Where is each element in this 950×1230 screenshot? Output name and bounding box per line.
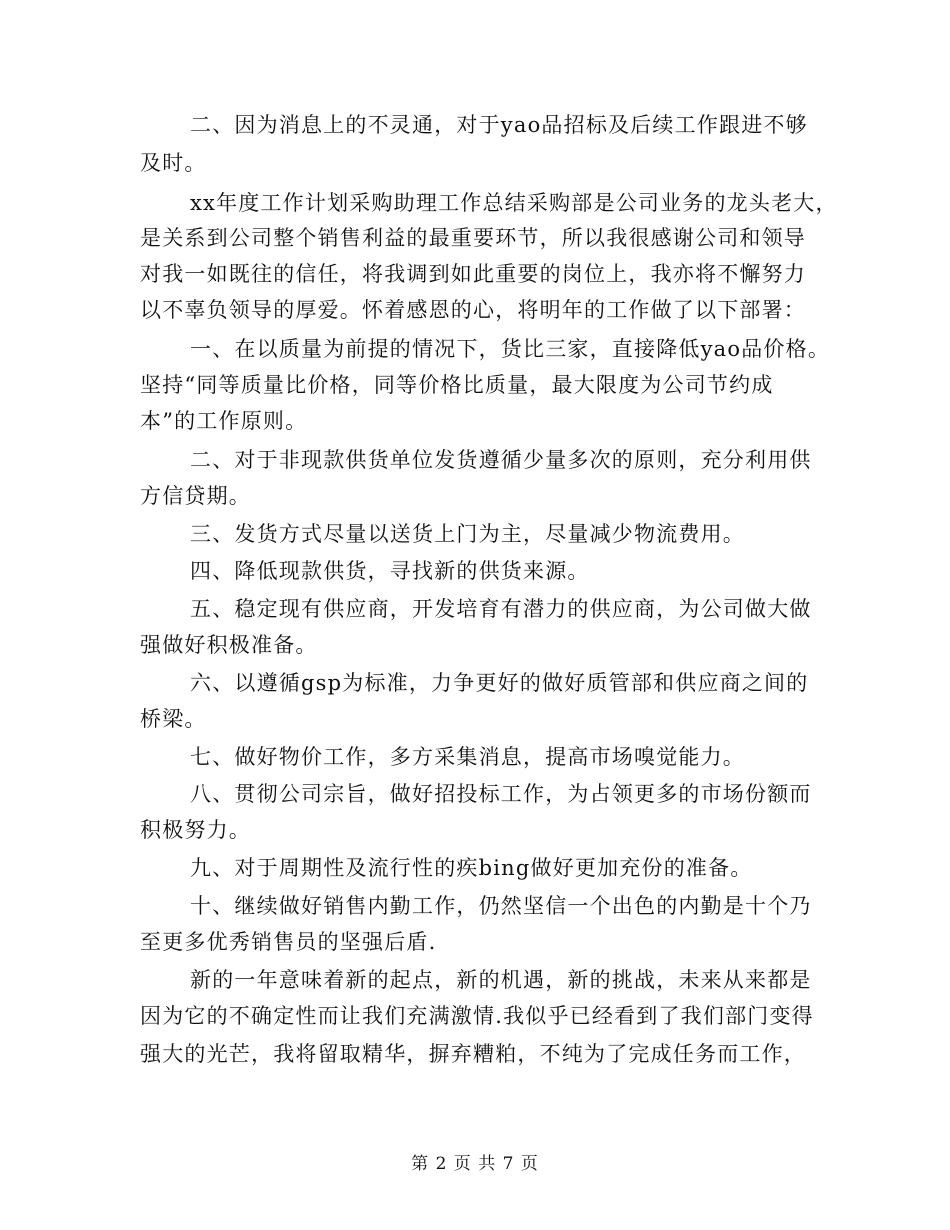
- text-line: xx年度工作计划采购助理工作总结采购部是公司业务的龙头老大，: [190, 191, 838, 215]
- text-line: 八、贯彻公司宗旨，做好招投标工作，为占领更多的市场份额而: [190, 782, 812, 806]
- text-line: 因为它的不确定性而让我们充满激情.我似乎已经看到了我们部门变得: [140, 1004, 814, 1028]
- text-line: 强大的光芒，我将留取精华，摒弃糟粕，不纯为了完成任务而工作，: [140, 1042, 806, 1066]
- text-line: 四、降低现款供货，寻找新的供货来源。: [190, 559, 590, 583]
- text-line: 强做好积极准备。: [140, 633, 318, 657]
- text-line: 五、稳定现有供应商，开发培育有潜力的供应商，为公司做大做: [190, 597, 812, 621]
- text-line: 二、因为消息上的不灵通，对于yao品招标及后续工作跟进不够: [190, 113, 808, 137]
- text-line: 三、发货方式尽量以送货上门为主，尽量减少物流费用。: [190, 522, 745, 546]
- text-line: 以不辜负领导的厚爱。怀着感恩的心，将明年的工作做了以下部署：: [140, 298, 806, 322]
- text-line: 方信贷期。: [140, 484, 251, 508]
- text-line: 桥梁。: [140, 707, 207, 731]
- text-line: 及时。: [140, 151, 207, 175]
- text-line: 是关系到公司整个销售利益的最重要环节，所以我很感谢公司和领导: [140, 226, 806, 250]
- text-line: 七、做好物价工作，多方采集消息，提高市场嗅觉能力。: [190, 745, 745, 769]
- text-line: 新的一年意味着新的起点，新的机遇，新的挑战，未来从来都是: [190, 968, 812, 992]
- text-line: 二、对于非现款供货单位发货遵循少量多次的原则，充分利用供: [190, 448, 812, 472]
- text-line: 本”的工作原则。: [140, 409, 308, 433]
- text-line: 九、对于周期性及流行性的疾bing做好更加充份的准备。: [190, 856, 753, 880]
- text-line: 坚持“同等质量比价格，同等价格比质量，最大限度为公司节约成: [140, 373, 774, 397]
- text-line: 一、在以质量为前提的情况下，货比三家，直接降低yao品价格。: [190, 337, 831, 361]
- text-line: 十、继续做好销售内勤工作，仍然坚信一个出色的内勤是十个乃: [190, 894, 812, 918]
- page-number: 第 2 页 共 7 页: [411, 1154, 539, 1174]
- text-line: 积极努力。: [140, 818, 251, 842]
- text-line: 对我一如既往的信任，将我调到如此重要的岗位上，我亦将不懈努力: [140, 262, 806, 286]
- text-line: 至更多优秀销售员的坚强后盾.: [140, 930, 437, 954]
- text-line: 六、以遵循gsp为标准，力争更好的做好质管部和供应商之间的: [190, 671, 809, 695]
